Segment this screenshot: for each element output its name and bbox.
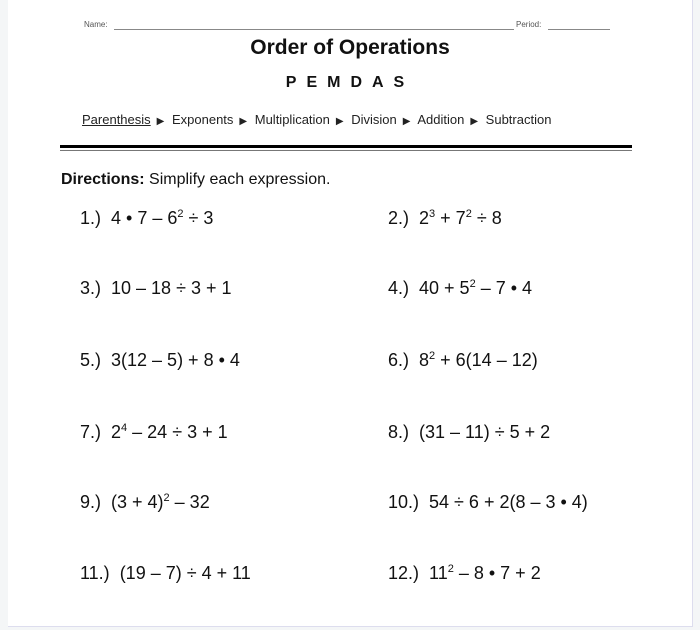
expression-text: (31 – 11) ÷ 5 + 2 (419, 422, 551, 442)
problem-number: 8.) (388, 422, 410, 442)
problem-number: 9.) (80, 492, 102, 512)
directions (61, 171, 330, 189)
page-title: Order of Operations (250, 36, 450, 59)
arrow-right-icon: ▶ (402, 116, 411, 127)
problem-number: 12.) (388, 563, 420, 583)
directions-text: Simplify each expression. (149, 171, 331, 188)
exponent: 2 (469, 278, 476, 290)
expression-text: 4 • 7 – 6 (111, 208, 178, 228)
problem-number: 11.) (80, 563, 110, 583)
period-label: Period: (516, 20, 542, 29)
exponent: 2 (177, 208, 184, 220)
expression-text: 2 (111, 422, 122, 442)
step-subtraction: Subtraction (485, 112, 552, 127)
expression-text: ÷ 3 (183, 208, 214, 228)
problem-number: 1.) (80, 208, 102, 228)
pemdas-steps (82, 112, 555, 127)
problem-6 (388, 350, 538, 371)
expression-text: 11 (429, 563, 448, 583)
name-label: Name: (84, 20, 108, 29)
problem-2 (388, 208, 502, 229)
problem-number: 5.) (80, 350, 102, 370)
step-division: Division (351, 112, 397, 127)
expression-text: 54 ÷ 6 + 2(8 – 3 • 4) (429, 492, 588, 512)
problem-1 (80, 208, 213, 229)
arrow-right-icon: ▶ (156, 116, 165, 127)
expression-text: + 7 (435, 208, 466, 228)
divider-thick (60, 145, 632, 148)
name-field[interactable] (114, 29, 514, 30)
expression-text: 40 + 5 (419, 278, 470, 298)
problem-3 (80, 278, 232, 299)
exponent: 2 (163, 492, 170, 504)
expression-text: – 7 • 4 (475, 278, 533, 298)
period-field[interactable] (548, 29, 610, 30)
expression-text: (3 + 4) (111, 492, 164, 512)
exponent: 2 (465, 208, 472, 220)
problem-11 (80, 563, 251, 584)
problem-number: 6.) (388, 350, 410, 370)
problem-9 (80, 492, 210, 513)
exponent: 3 (429, 208, 436, 220)
expression-text: 2 (419, 208, 430, 228)
problem-number: 7.) (80, 422, 102, 442)
problem-5 (80, 350, 240, 371)
problem-number: 4.) (388, 278, 410, 298)
problem-8 (388, 422, 550, 443)
problem-number: 10.) (388, 492, 420, 512)
expression-text: 3(12 – 5) + 8 • 4 (111, 350, 240, 370)
exponent: 2 (429, 350, 436, 362)
exponent: 2 (447, 563, 454, 575)
step-multiplication: Multiplication (254, 112, 330, 127)
worksheet-page (8, 0, 693, 627)
problem-number: 2.) (388, 208, 410, 228)
expression-text: ÷ 8 (471, 208, 502, 228)
expression-text: – 8 • 7 + 2 (453, 563, 541, 583)
expression-text: – 24 ÷ 3 + 1 (127, 422, 228, 442)
expression-text: + 6(14 – 12) (435, 350, 538, 370)
expression-text: (19 – 7) ÷ 4 + 11 (119, 563, 251, 583)
problem-7 (80, 422, 228, 443)
expression-text: 10 – 18 ÷ 3 + 1 (111, 278, 232, 298)
problem-12 (388, 563, 541, 584)
directions-label: Directions: (61, 171, 145, 188)
problem-4 (388, 278, 532, 299)
step-addition: Addition (417, 112, 465, 127)
problem-number: 3.) (80, 278, 102, 298)
arrow-right-icon: ▶ (470, 116, 479, 127)
expression-text: 8 (419, 350, 430, 370)
exponent: 4 (121, 422, 128, 434)
arrow-right-icon: ▶ (239, 116, 248, 127)
pemdas-heading: PEMDAS (285, 74, 415, 91)
step-parenthesis: Parenthesis (82, 112, 151, 127)
arrow-right-icon: ▶ (335, 116, 344, 127)
problem-10 (388, 492, 588, 513)
expression-text: – 32 (169, 492, 210, 512)
step-exponents: Exponents (171, 112, 234, 127)
divider-thin (60, 150, 632, 151)
